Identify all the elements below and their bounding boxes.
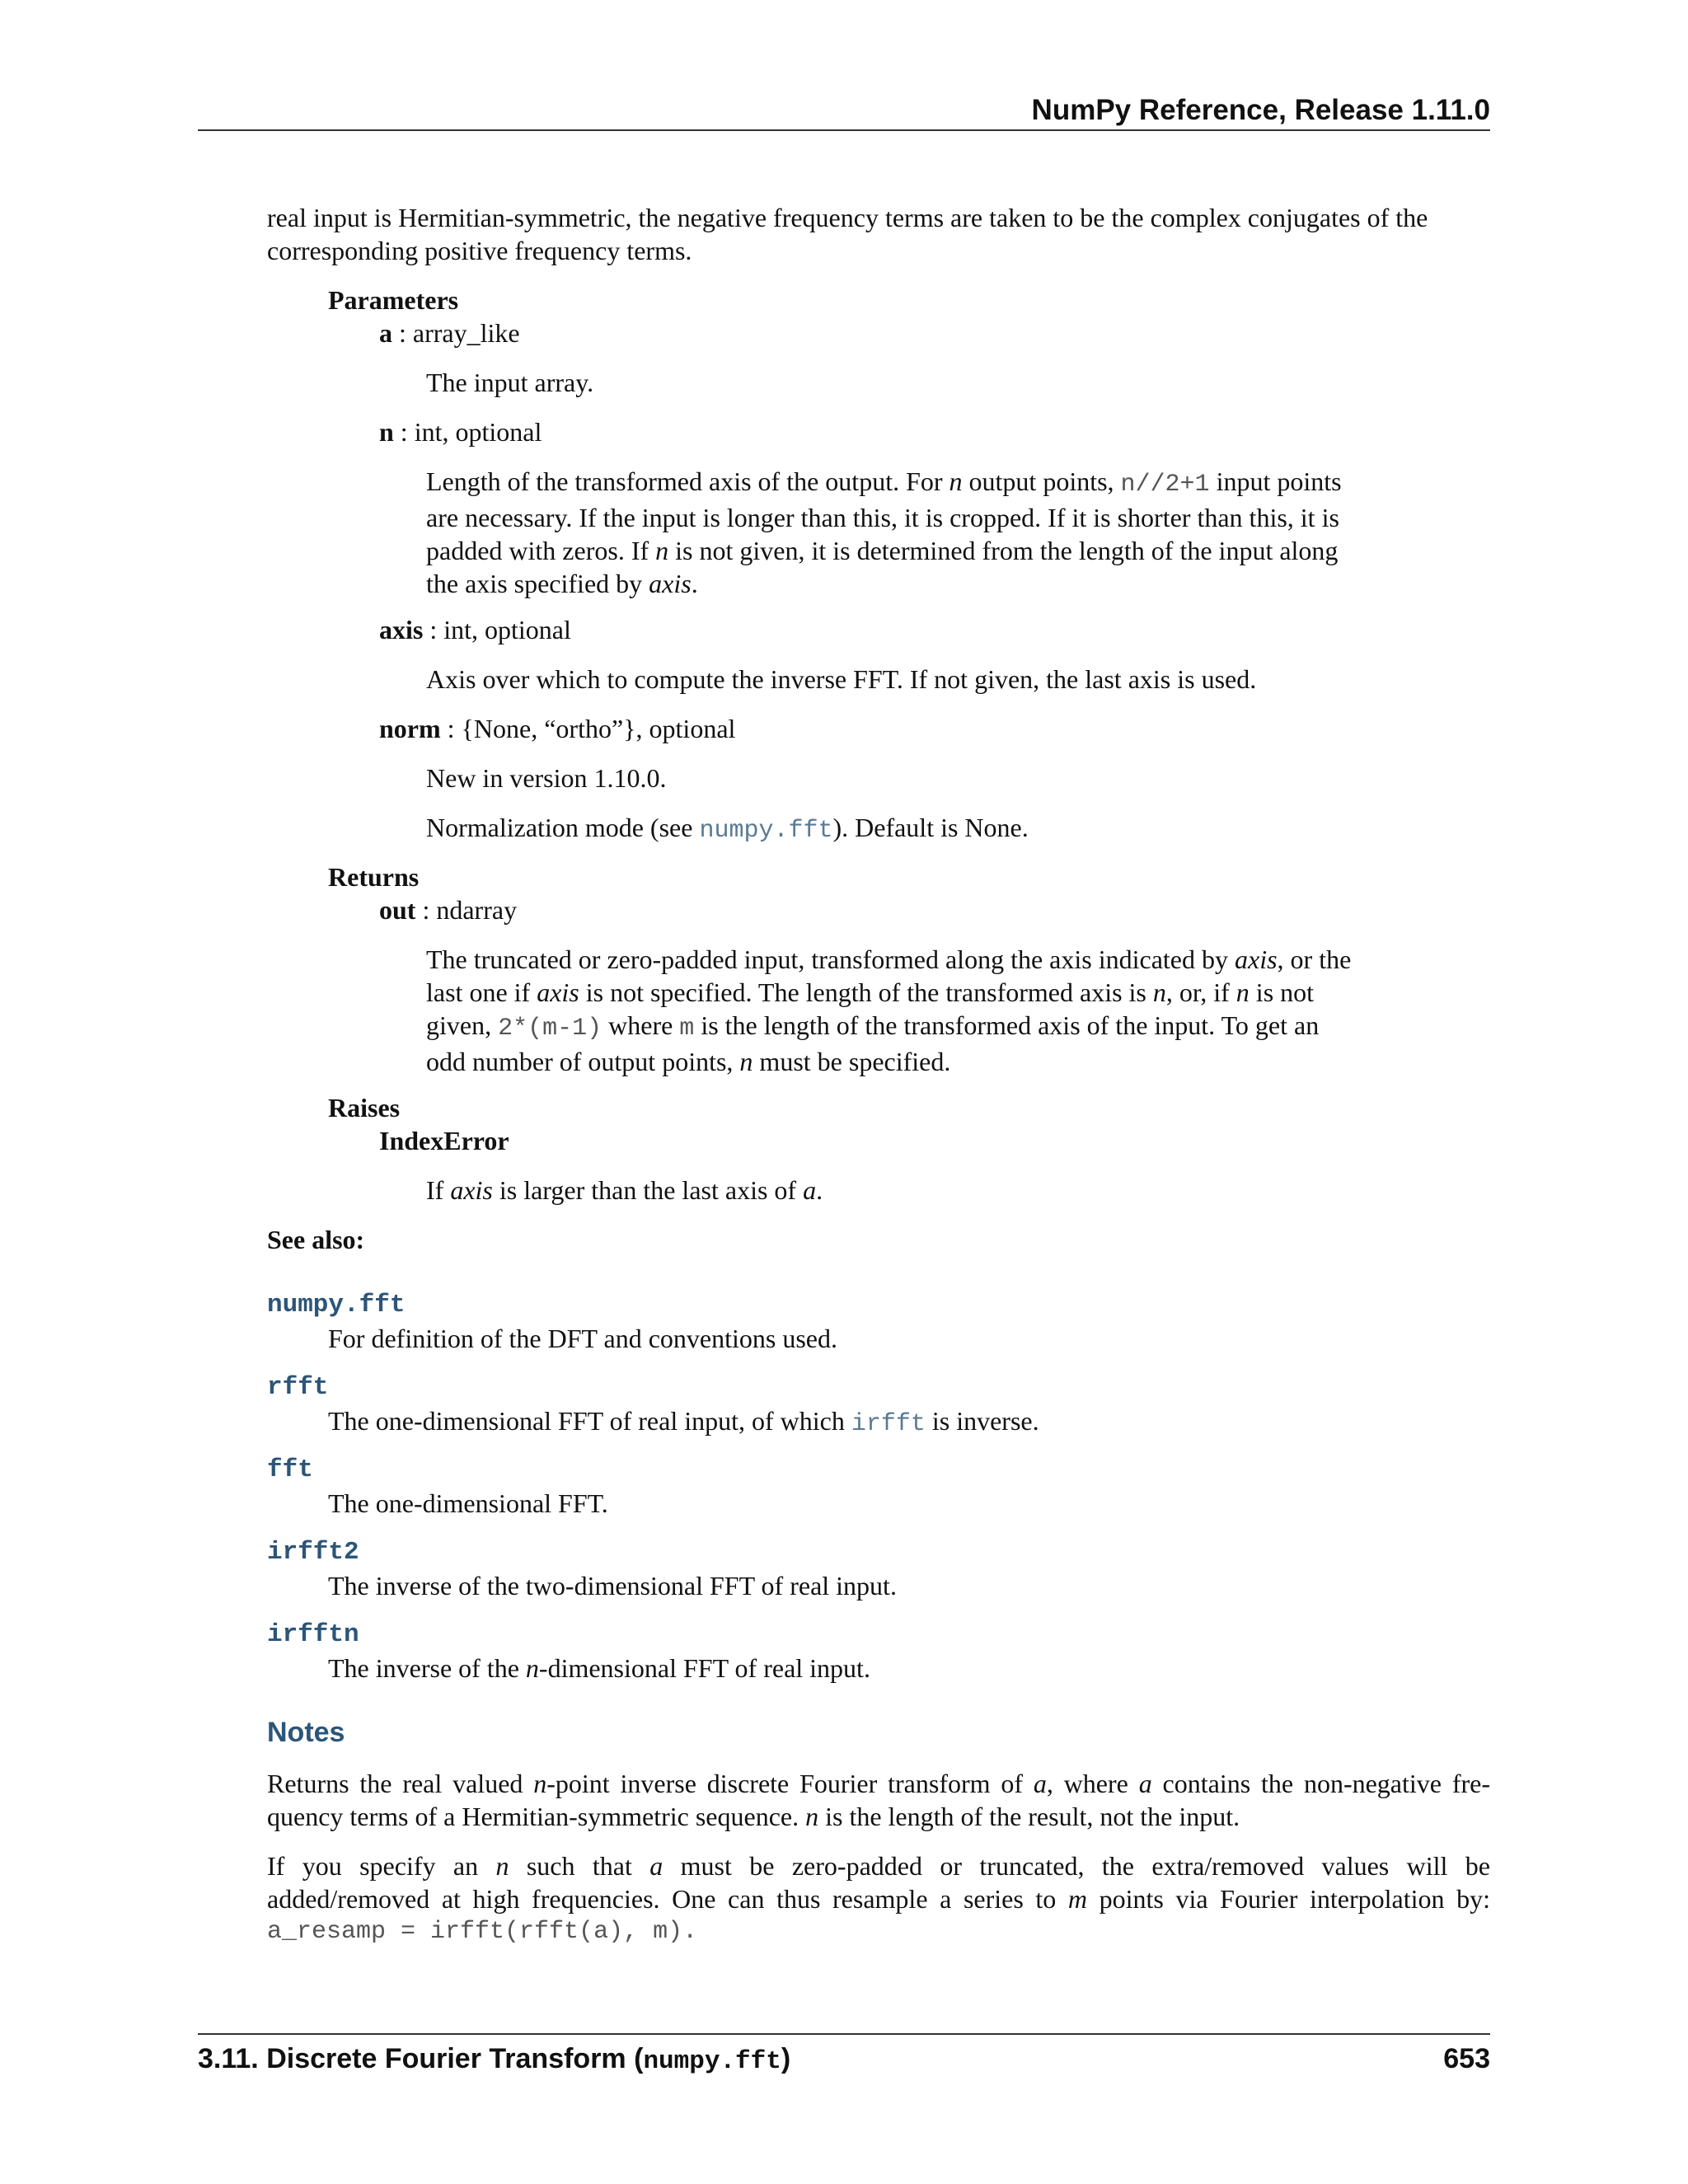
param-n-desc-line-1: Length of the transformed axis of the output. For n output points, n//2+1 input points: [426, 466, 1342, 499]
notes-heading: Notes: [267, 1717, 345, 1748]
return-out: [379, 893, 517, 926]
intro-line-1: real input is Hermitian-symmetric, the negative frequency terms are taken to be the complex conjugates of the: [267, 203, 1428, 232]
return-desc-line-2: last one if axis is not specified. The length of the transformed axis is n, or, if n is not: [426, 977, 1315, 1007]
param-n-type: : int, optional: [393, 417, 542, 447]
see-also-irfftn[interactable]: irfftn: [267, 1620, 359, 1649]
param-norm-version: New in version 1.10.0.: [426, 763, 667, 793]
running-header: NumPy Reference, Release 1.11.0: [1031, 94, 1490, 126]
numpy-fft-link[interactable]: numpy.fft: [699, 817, 833, 845]
see-also-numpy-fft-desc: For definition of the DFT and conventions used.: [328, 1324, 837, 1353]
param-norm-name: norm: [379, 714, 441, 743]
see-also-irfft2-desc: The inverse of the two-dimensional FFT of real input.: [328, 1571, 897, 1601]
param-n-desc-line-4: the axis specified by axis.: [426, 569, 698, 598]
intro-line-2: corresponding positive frequency terms.: [267, 236, 692, 265]
see-also-irfftn-desc: The inverse of the n-dimensional FFT of real input.: [328, 1653, 870, 1683]
see-also-heading: See also:: [267, 1225, 365, 1254]
param-n: [379, 415, 542, 448]
param-a-type: : array_like: [392, 318, 520, 348]
notes-p2-line-2: added/removed at high frequencies. One can thus resample a series to m points via Fourier interpolation by:: [267, 1884, 1491, 1914]
return-out-desc: [426, 943, 1382, 1078]
notes-paragraph-1: [267, 1767, 1490, 1833]
footer-rule: [198, 2033, 1490, 2035]
notes-p1-line-1: Returns the real valued n-point inverse discrete Fourier transform of a, where a contains the non-negative fre-: [267, 1769, 1490, 1798]
param-axis-desc: Axis over which to compute the inverse FFT. If not given, the last axis is used.: [426, 664, 1257, 694]
param-norm-type: : {None, “ortho”}, optional: [440, 714, 736, 743]
see-also-fft[interactable]: fft: [267, 1455, 313, 1484]
see-also-rfft[interactable]: rfft: [267, 1373, 329, 1402]
notes-p2-code: a_resamp = irfft(rfft(a), m).: [267, 1918, 698, 1946]
parameters-heading: Parameters: [328, 285, 459, 315]
notes-p2-line-1: If you specify an n such that a must be zero-padded or truncated, the extra/removed values will be: [267, 1851, 1491, 1881]
raises-desc: If axis is larger than the last axis of a.: [426, 1175, 823, 1205]
param-n-name: n: [379, 417, 394, 447]
param-a-desc: The input array.: [426, 368, 594, 397]
footer-section-title: 3.11. Discrete Fourier Transform (numpy.fft): [198, 2043, 791, 2076]
param-n-desc-line-3: padded with zeros. If n is not given, it is determined from the length of the input along: [426, 536, 1339, 565]
param-norm: [379, 712, 735, 745]
return-desc-line-3: given, 2*(m-1) where m is the length of the transformed axis of the input. To get an: [426, 1010, 1320, 1043]
return-desc-line-4: odd number of output points, n must be specified.: [426, 1047, 951, 1076]
param-n-desc: [426, 465, 1382, 600]
return-out-type: : ndarray: [415, 895, 518, 925]
see-also-irfft2[interactable]: irfft2: [267, 1538, 359, 1567]
raises-indexerror: IndexError: [379, 1126, 509, 1155]
irfft-link[interactable]: irfft: [851, 1410, 926, 1438]
returns-heading: Returns: [328, 862, 420, 892]
param-norm-mode: Normalization mode (see numpy.fft). Default is None.: [426, 813, 1029, 845]
raises-heading: Raises: [328, 1093, 401, 1122]
return-desc-line-1: The truncated or zero-padded input, transformed along the axis indicated by axis, or the: [426, 944, 1352, 974]
header-rule: [198, 129, 1490, 131]
param-axis: [379, 613, 571, 646]
param-n-desc-line-2: are necessary. If the input is longer than this, it is cropped. If it is shorter than this, it is: [426, 503, 1339, 532]
param-axis-type: : int, optional: [423, 615, 571, 644]
param-a-name: a: [379, 318, 392, 348]
param-axis-name: axis: [379, 615, 424, 644]
see-also-fft-desc: The one-dimensional FFT.: [328, 1488, 608, 1518]
see-also-rfft-desc: The one-dimensional FFT of real input, of which irfft is inverse.: [328, 1406, 1039, 1438]
param-a: [379, 316, 520, 349]
see-also-numpy-fft[interactable]: numpy.fft: [267, 1291, 406, 1319]
page-number: 653: [1443, 2043, 1490, 2074]
notes-p1-line-2: quency terms of a Hermitian-symmetric sequence. n is the length of the result, not the input.: [267, 1802, 1240, 1831]
return-out-name: out: [379, 895, 416, 925]
notes-paragraph-2: [267, 1849, 1490, 1948]
